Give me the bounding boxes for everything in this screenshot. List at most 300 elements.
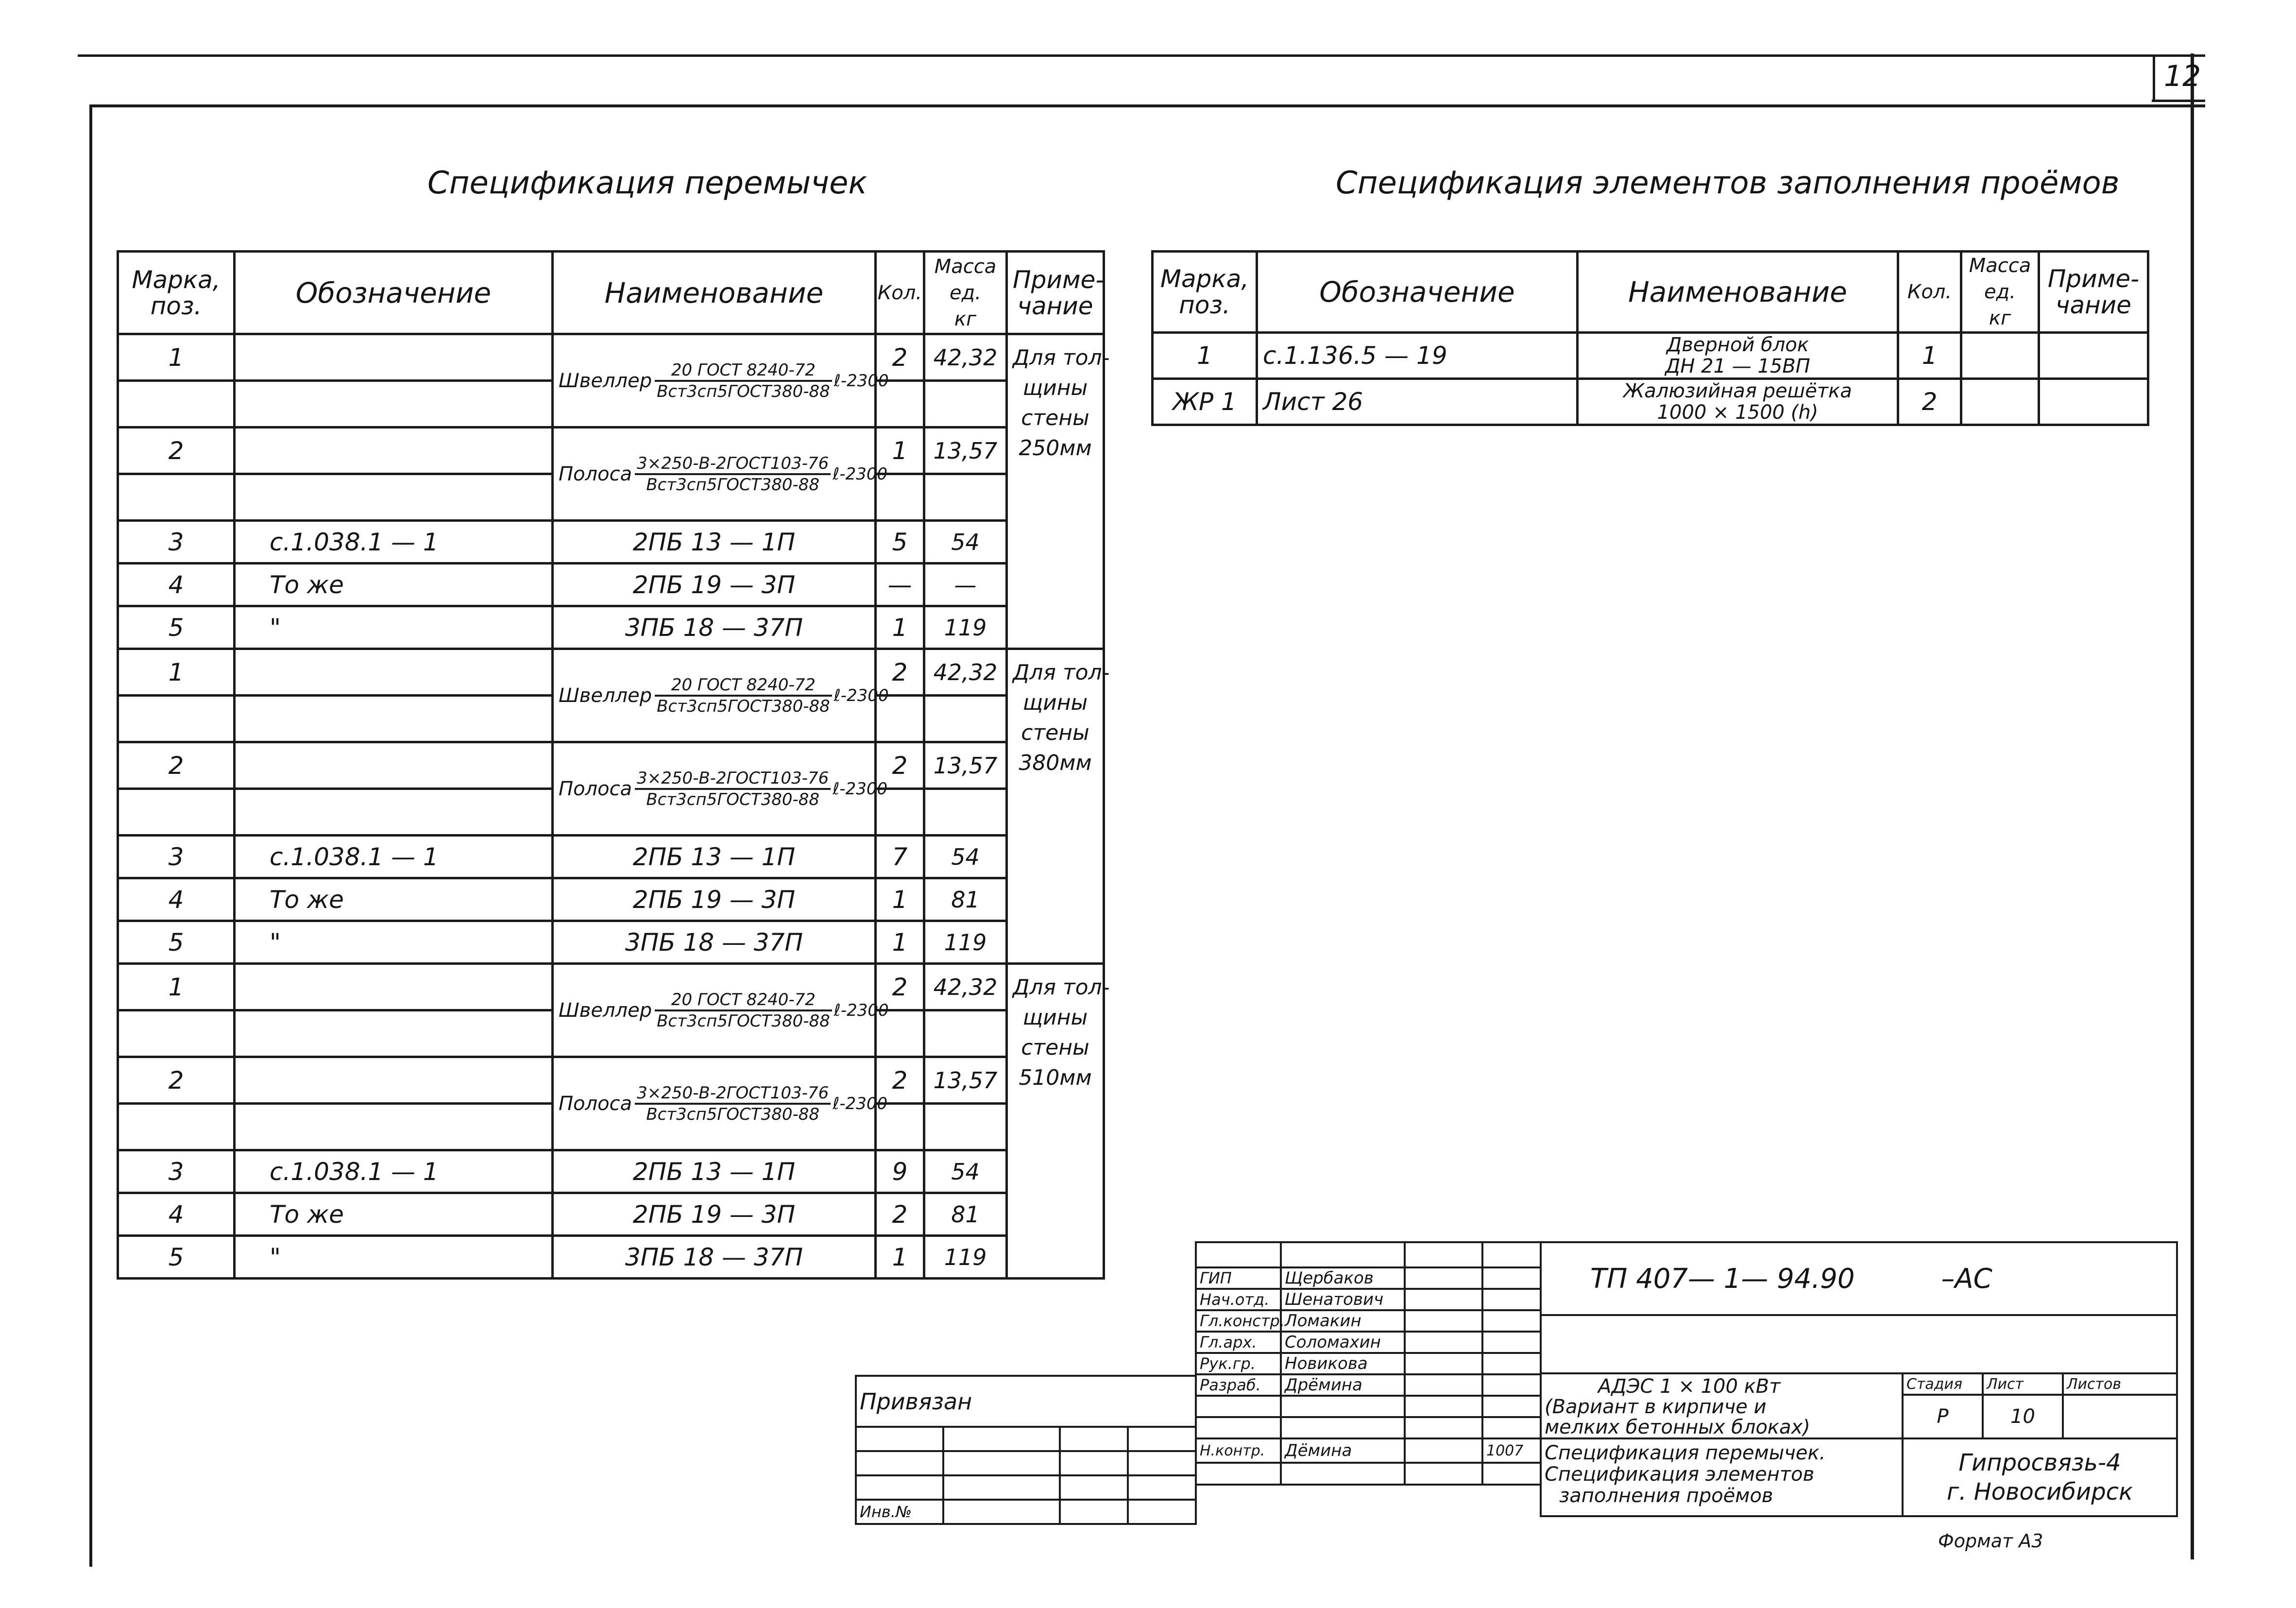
cell-name: 3ПБ 18 — 37П bbox=[553, 921, 876, 964]
openings-header-row bbox=[1153, 252, 2148, 333]
cell-qty: 1 bbox=[1898, 333, 1961, 379]
table-row bbox=[118, 1236, 1104, 1279]
name-suffix: ℓ-2300 bbox=[833, 464, 888, 484]
note-line: щины bbox=[1022, 376, 1088, 400]
note-line: 380мм bbox=[1019, 751, 1092, 775]
blank-cell bbox=[118, 1104, 235, 1150]
date-cell bbox=[1482, 1332, 1541, 1353]
cell-mass: 54 bbox=[924, 521, 1007, 564]
blank-cell bbox=[924, 381, 1007, 428]
blank-cell bbox=[1482, 1463, 1541, 1485]
signer-role: Разраб. bbox=[1196, 1374, 1281, 1396]
cell-name: 2ПБ 13 — 1П bbox=[553, 1150, 876, 1193]
name-fraction bbox=[635, 769, 831, 809]
table-row bbox=[1153, 379, 2148, 425]
blank-cell bbox=[1482, 1242, 1541, 1267]
cell-mark: 3 bbox=[118, 836, 235, 878]
name-numerator: 20 ГОСТ 8240-72 bbox=[655, 990, 832, 1011]
cell-qty: — bbox=[876, 564, 924, 606]
blank-cell bbox=[924, 474, 1007, 521]
cell-mark: 1 bbox=[118, 964, 235, 1010]
blank-cell bbox=[1405, 1242, 1482, 1267]
cell-name bbox=[553, 964, 889, 1057]
table-row bbox=[118, 521, 1104, 564]
cell-qty: 2 bbox=[876, 334, 924, 381]
blank-cell bbox=[118, 696, 235, 742]
header-name: Наименование bbox=[1578, 252, 1898, 333]
header-mark bbox=[118, 252, 235, 334]
name-numerator: 3×250-В-2ГОСТ103-76 bbox=[635, 769, 831, 790]
name-suffix: ℓ-2300 bbox=[833, 779, 888, 799]
cell-designation: То же bbox=[235, 564, 553, 606]
signer-row bbox=[1196, 1353, 1541, 1374]
header-note bbox=[1007, 252, 1104, 334]
cell-mark: 5 bbox=[118, 606, 235, 649]
cell-name-line2: 1000 × 1500 (h) bbox=[1657, 401, 1819, 424]
cell-mass: 42,32 bbox=[924, 964, 1007, 1010]
date-cell bbox=[1482, 1267, 1541, 1289]
signer-role: Гл.констр. bbox=[1196, 1310, 1281, 1332]
header-mark-line1: Марка, bbox=[132, 265, 221, 294]
note-line: стены bbox=[1021, 720, 1089, 745]
name-denominator: Вст3сп5ГОСТ380-88 bbox=[657, 696, 830, 716]
blank-cell bbox=[1405, 1417, 1482, 1438]
blank-cell bbox=[1060, 1500, 1128, 1524]
control-row bbox=[1196, 1438, 1541, 1463]
blank-cell bbox=[118, 789, 235, 836]
cell-name: 2ПБ 19 — 3П bbox=[553, 878, 876, 921]
blank-cell bbox=[1196, 1417, 1281, 1438]
cell-name-line2: ДН 21 — 15ВП bbox=[1665, 355, 1810, 377]
code-cell bbox=[1541, 1242, 2177, 1315]
note-line: стены bbox=[1021, 406, 1089, 430]
blank-cell bbox=[1405, 1463, 1482, 1485]
blank-cell bbox=[924, 696, 1007, 742]
name-prefix: Швеллер bbox=[559, 684, 652, 707]
cell-mark: 3 bbox=[118, 521, 235, 564]
cell-qty: 1 bbox=[876, 428, 924, 474]
signer-name: Щербаков bbox=[1281, 1267, 1405, 1289]
cell-mass: 119 bbox=[924, 921, 1007, 964]
project-line1: АДЭС 1 × 100 кВт bbox=[1598, 1375, 1781, 1398]
cell-qty: 9 bbox=[876, 1150, 924, 1193]
org-cell bbox=[1903, 1438, 2177, 1516]
cell-qty: 1 bbox=[876, 878, 924, 921]
cell-designation: с.1.038.1 — 1 bbox=[235, 521, 553, 564]
name-fraction bbox=[655, 675, 832, 716]
name-suffix: ℓ-2300 bbox=[833, 1094, 888, 1113]
openings-table bbox=[1151, 250, 2149, 426]
header-note-line2: чание bbox=[2055, 291, 2132, 319]
header-mark-line2: поз. bbox=[150, 291, 202, 320]
name-prefix: Швеллер bbox=[559, 369, 652, 392]
blank-cell bbox=[1060, 1451, 1128, 1475]
cell-name bbox=[553, 428, 888, 521]
blank-cell bbox=[1405, 1396, 1482, 1417]
cell-note bbox=[1007, 964, 1110, 1279]
name-suffix: ℓ-2300 bbox=[833, 371, 889, 391]
cell-designation: То же bbox=[235, 1193, 553, 1236]
sheet-value: 10 bbox=[1983, 1395, 2063, 1438]
signer-name: Шенатович bbox=[1281, 1289, 1405, 1310]
cell-name bbox=[553, 1057, 888, 1150]
header-mass-line1: Масса bbox=[934, 255, 997, 278]
header-note-line2: чание bbox=[1017, 291, 1093, 320]
header-designation: Обозначение bbox=[1257, 252, 1578, 333]
date-cell: 1007 bbox=[1482, 1438, 1541, 1463]
document-code: ТП 407— 1— 94.90 bbox=[1590, 1263, 1855, 1295]
blank-row bbox=[1196, 1396, 1541, 1417]
blank-cell bbox=[943, 1475, 1060, 1500]
frame-right bbox=[2191, 53, 2194, 1559]
blank-cell bbox=[1482, 1396, 1541, 1417]
cell-mark: 1 bbox=[118, 334, 235, 381]
sheets-label: Листов bbox=[2063, 1373, 2177, 1395]
sheet-title-line1: Спецификация перемычек. bbox=[1545, 1442, 1826, 1464]
blank-cell bbox=[1060, 1427, 1128, 1451]
cell-designation: " bbox=[235, 1236, 553, 1279]
cell-qty: 2 bbox=[876, 1193, 924, 1236]
cell-designation bbox=[235, 742, 553, 789]
cell-name bbox=[553, 334, 889, 428]
header-mass-line1: Масса bbox=[1969, 255, 2031, 277]
blank-cell bbox=[118, 1010, 235, 1057]
cell-designation: То же bbox=[235, 878, 553, 921]
signatures-block bbox=[1195, 1241, 1542, 1486]
cell-mark: 2 bbox=[118, 1057, 235, 1104]
table-row bbox=[118, 428, 1104, 474]
header-mark-line2: поз. bbox=[1179, 291, 1230, 319]
org-line1: Гипросвязь-4 bbox=[1958, 1449, 2121, 1476]
date-cell bbox=[1482, 1289, 1541, 1310]
cell-qty: 2 bbox=[876, 742, 924, 789]
signer-name: Новикова bbox=[1281, 1353, 1405, 1374]
bound-label: Привязан bbox=[856, 1376, 1196, 1427]
blank-cell bbox=[235, 789, 553, 836]
signer-row bbox=[1196, 1374, 1541, 1396]
blank-cell bbox=[235, 381, 553, 428]
cell-name: 3ПБ 18 — 37П bbox=[553, 606, 876, 649]
blank-cell bbox=[235, 474, 553, 521]
cell-name bbox=[1578, 379, 1898, 425]
stage-label: Стадия bbox=[1903, 1373, 1983, 1395]
name-numerator: 20 ГОСТ 8240-72 bbox=[655, 675, 832, 697]
signer-role: Н.контр. bbox=[1196, 1438, 1281, 1463]
note-line: Для тол- bbox=[1013, 345, 1110, 370]
name-denominator: Вст3сп5ГОСТ380-88 bbox=[657, 1011, 830, 1031]
cell-designation: Лист 26 bbox=[1257, 379, 1578, 425]
project-line2: (Вариант в кирпиче и bbox=[1545, 1396, 1767, 1418]
cell-qty: 2 bbox=[876, 649, 924, 696]
note-line: 510мм bbox=[1019, 1065, 1092, 1090]
blank-cell bbox=[1281, 1463, 1405, 1485]
signature-cell bbox=[1405, 1438, 1482, 1463]
table-row bbox=[118, 964, 1104, 1010]
blank-cell bbox=[1128, 1427, 1196, 1451]
signer-row bbox=[1196, 1289, 1541, 1310]
cell-designation bbox=[235, 1057, 553, 1104]
cell-qty: 2 bbox=[1898, 379, 1961, 425]
cell-mass: 81 bbox=[924, 878, 1007, 921]
frame-left bbox=[89, 104, 92, 1567]
header-mass-line3: кг bbox=[954, 308, 977, 330]
cell-mass: 13,57 bbox=[924, 1057, 1007, 1104]
name-suffix: ℓ-2300 bbox=[833, 1000, 889, 1020]
cell-name: 2ПБ 13 — 1П bbox=[553, 521, 876, 564]
cell-mass bbox=[1961, 333, 2039, 379]
blank-cell bbox=[1196, 1396, 1281, 1417]
cell-note bbox=[1007, 334, 1110, 649]
sheet-title-cell bbox=[1541, 1438, 1903, 1516]
note-line: стены bbox=[1021, 1035, 1089, 1060]
table-row bbox=[118, 742, 1104, 789]
cell-designation: с.1.038.1 — 1 bbox=[235, 1150, 553, 1193]
date-cell bbox=[1482, 1353, 1541, 1374]
cell-qty: 7 bbox=[876, 836, 924, 878]
header-mark bbox=[1153, 252, 1257, 333]
blank-cell bbox=[1281, 1417, 1405, 1438]
name-denominator: Вст3сп5ГОСТ380-88 bbox=[657, 381, 830, 401]
cell-designation: с.1.136.5 — 19 bbox=[1257, 333, 1578, 379]
name-numerator: 20 ГОСТ 8240-72 bbox=[655, 360, 832, 382]
note-line: щины bbox=[1022, 690, 1088, 715]
signer-name: Дрёмина bbox=[1281, 1374, 1405, 1396]
sheet-number-box-bottom bbox=[2152, 100, 2205, 102]
name-fraction bbox=[655, 990, 832, 1031]
cell-qty: 2 bbox=[876, 964, 924, 1010]
openings-title: Спецификация элементов заполнения проёмов bbox=[1336, 165, 2120, 201]
blank-cell bbox=[856, 1475, 943, 1500]
cell-mark: 4 bbox=[118, 878, 235, 921]
cell-mark: 4 bbox=[118, 564, 235, 606]
blank-cell bbox=[1281, 1396, 1405, 1417]
header-mass-line2: ед. bbox=[1984, 281, 2016, 303]
blank-row bbox=[1196, 1417, 1541, 1438]
note-line: щины bbox=[1022, 1005, 1088, 1030]
cell-name bbox=[553, 649, 889, 742]
cell-mass: 81 bbox=[924, 1193, 1007, 1236]
name-fraction bbox=[655, 360, 832, 401]
sheet-title-line2: Спецификация элементов bbox=[1545, 1463, 1815, 1486]
header-qty: Кол. bbox=[1898, 252, 1961, 333]
name-fraction bbox=[635, 454, 831, 495]
cell-mark: 5 bbox=[118, 921, 235, 964]
header-name: Наименование bbox=[553, 252, 876, 334]
blank-cell bbox=[1541, 1315, 2177, 1373]
binding-block bbox=[855, 1375, 1197, 1525]
header-mass-line2: ед. bbox=[950, 281, 981, 304]
cell-designation bbox=[235, 964, 553, 1010]
cell-name-line1: Жалюзийная решётка bbox=[1623, 380, 1852, 402]
blank-cell bbox=[1196, 1463, 1281, 1485]
cell-mass: 119 bbox=[924, 606, 1007, 649]
signer-row bbox=[1196, 1332, 1541, 1353]
name-prefix: Швеллер bbox=[559, 999, 652, 1022]
header-mass-line3: кг bbox=[1989, 307, 2011, 329]
sheet-label: Лист bbox=[1983, 1373, 2063, 1395]
cell-mark: ЖР 1 bbox=[1153, 379, 1257, 425]
header-mass bbox=[1961, 252, 2039, 333]
cell-mark: 2 bbox=[118, 428, 235, 474]
blank-cell bbox=[235, 696, 553, 742]
cell-mark: 3 bbox=[118, 1150, 235, 1193]
project-line3: мелких бетонных блоках) bbox=[1545, 1416, 1810, 1438]
blank-row bbox=[1196, 1463, 1541, 1485]
table-row bbox=[118, 1193, 1104, 1236]
blank-cell bbox=[118, 381, 235, 428]
header-mass bbox=[924, 252, 1007, 334]
name-denominator: Вст3сп5ГОСТ380-88 bbox=[646, 475, 819, 495]
table-row bbox=[118, 1057, 1104, 1104]
signer-name: Дёмина bbox=[1281, 1438, 1405, 1463]
blank-cell bbox=[235, 1104, 553, 1150]
cell-designation: " bbox=[235, 921, 553, 964]
table-row bbox=[118, 1150, 1104, 1193]
signer-role: ГИП bbox=[1196, 1267, 1281, 1289]
cell-note bbox=[2039, 379, 2148, 425]
sheet-number: 12 bbox=[2164, 59, 2201, 93]
header-designation: Обозначение bbox=[235, 252, 553, 334]
name-denominator: Вст3сп5ГОСТ380-88 bbox=[646, 1104, 819, 1124]
cell-designation: с.1.038.1 — 1 bbox=[235, 836, 553, 878]
cell-mass: 42,32 bbox=[924, 334, 1007, 381]
table-row bbox=[118, 606, 1104, 649]
blank-cell bbox=[1196, 1242, 1281, 1267]
signer-name: Соломахин bbox=[1281, 1332, 1405, 1353]
cell-mark: 1 bbox=[118, 649, 235, 696]
cell-name: 3ПБ 18 — 37П bbox=[553, 1236, 876, 1279]
cell-name: 2ПБ 13 — 1П bbox=[553, 836, 876, 878]
signature-cell bbox=[1405, 1289, 1482, 1310]
cell-name-line1: Дверной блок bbox=[1666, 334, 1809, 356]
cell-qty: 1 bbox=[876, 606, 924, 649]
blank-cell bbox=[1482, 1417, 1541, 1438]
blank-cell bbox=[856, 1451, 943, 1475]
header-mark-line1: Марка, bbox=[1160, 265, 1249, 293]
main-title-block bbox=[1540, 1241, 2178, 1517]
blank-cell bbox=[235, 1010, 553, 1057]
cell-name: 2ПБ 19 — 3П bbox=[553, 564, 876, 606]
blank-cell bbox=[924, 1010, 1007, 1057]
date-cell bbox=[1482, 1310, 1541, 1332]
cell-qty: 5 bbox=[876, 521, 924, 564]
sheet-number-box-left bbox=[2153, 54, 2155, 102]
signer-role: Гл.арх. bbox=[1196, 1332, 1281, 1353]
signature-cell bbox=[1405, 1267, 1482, 1289]
table-row bbox=[118, 334, 1104, 381]
blank-cell bbox=[924, 1104, 1007, 1150]
blank-cell bbox=[1128, 1475, 1196, 1500]
signature-cell bbox=[1405, 1310, 1482, 1332]
cell-mass bbox=[1961, 379, 2039, 425]
cell-mass: 119 bbox=[924, 1236, 1007, 1279]
cell-qty: 2 bbox=[876, 1057, 924, 1104]
name-denominator: Вст3сп5ГОСТ380-88 bbox=[646, 789, 819, 809]
name-prefix: Полоса bbox=[559, 777, 632, 800]
cell-designation bbox=[235, 649, 553, 696]
cell-qty: 1 bbox=[876, 921, 924, 964]
lintels-header-row bbox=[118, 252, 1104, 334]
name-numerator: 3×250-В-2ГОСТ103-76 bbox=[635, 454, 831, 475]
blank-cell bbox=[856, 1427, 943, 1451]
cell-mass: — bbox=[924, 564, 1007, 606]
table-row bbox=[118, 564, 1104, 606]
cell-name: 2ПБ 19 — 3П bbox=[553, 1193, 876, 1236]
table-row bbox=[118, 921, 1104, 964]
cell-designation bbox=[235, 334, 553, 381]
note-line: 250мм bbox=[1019, 436, 1092, 461]
cell-mass: 42,32 bbox=[924, 649, 1007, 696]
blank-cell bbox=[1128, 1500, 1196, 1524]
header-note-line1: Приме- bbox=[2047, 265, 2140, 293]
lintels-title: Спецификация перемычек bbox=[427, 165, 867, 201]
name-prefix: Полоса bbox=[559, 462, 632, 485]
name-fraction bbox=[635, 1083, 831, 1124]
sheets-value bbox=[2063, 1395, 2177, 1438]
cell-designation: " bbox=[235, 606, 553, 649]
project-cell bbox=[1541, 1373, 1903, 1438]
blank-cell bbox=[118, 474, 235, 521]
name-numerator: 3×250-В-2ГОСТ103-76 bbox=[635, 1083, 831, 1105]
signature-cell bbox=[1405, 1353, 1482, 1374]
table-row bbox=[118, 649, 1104, 696]
table-row bbox=[118, 836, 1104, 878]
note-line: Для тол- bbox=[1013, 660, 1110, 685]
header-note-line1: Приме- bbox=[1013, 265, 1105, 294]
top-trim-line bbox=[78, 54, 2205, 57]
name-suffix: ℓ-2300 bbox=[833, 685, 889, 705]
cell-mark: 2 bbox=[118, 742, 235, 789]
blank-cell bbox=[1281, 1242, 1405, 1267]
cell-mass: 54 bbox=[924, 836, 1007, 878]
cell-note bbox=[1007, 649, 1110, 964]
signer-role: Нач.отд. bbox=[1196, 1289, 1281, 1310]
date-cell bbox=[1482, 1374, 1541, 1396]
blank-cell bbox=[943, 1427, 1060, 1451]
inv-label: Инв.№ bbox=[856, 1500, 943, 1524]
format-label: Формат А3 bbox=[1938, 1530, 2043, 1552]
name-prefix: Полоса bbox=[559, 1092, 632, 1115]
signer-row bbox=[1196, 1310, 1541, 1332]
stage-value: Р bbox=[1903, 1395, 1983, 1438]
blank-cell bbox=[943, 1500, 1060, 1524]
cell-mass: 13,57 bbox=[924, 742, 1007, 789]
cell-mark: 4 bbox=[118, 1193, 235, 1236]
signer-row bbox=[1196, 1267, 1541, 1289]
header-note bbox=[2039, 252, 2148, 333]
document-code-suffix: –АС bbox=[1941, 1263, 1992, 1295]
cell-mass: 54 bbox=[924, 1150, 1007, 1193]
blank-cell bbox=[1060, 1475, 1128, 1500]
signer-name: Ломакин bbox=[1281, 1310, 1405, 1332]
cell-mark: 5 bbox=[118, 1236, 235, 1279]
note-line: Для тол- bbox=[1013, 975, 1110, 1000]
blank-cell bbox=[924, 789, 1007, 836]
cell-name bbox=[553, 742, 888, 836]
table-row bbox=[118, 878, 1104, 921]
frame-top bbox=[89, 104, 2205, 107]
signature-cell bbox=[1405, 1374, 1482, 1396]
sheet-title-line3: заполнения проёмов bbox=[1559, 1485, 1773, 1507]
cell-qty: 1 bbox=[876, 1236, 924, 1279]
lintels-table bbox=[117, 250, 1110, 1280]
cell-note bbox=[2039, 333, 2148, 379]
cell-name bbox=[1578, 333, 1898, 379]
signature-cell bbox=[1405, 1332, 1482, 1353]
blank-cell bbox=[943, 1451, 1060, 1475]
org-line2: г. Новосибирск bbox=[1946, 1478, 2133, 1505]
cell-mark: 1 bbox=[1153, 333, 1257, 379]
